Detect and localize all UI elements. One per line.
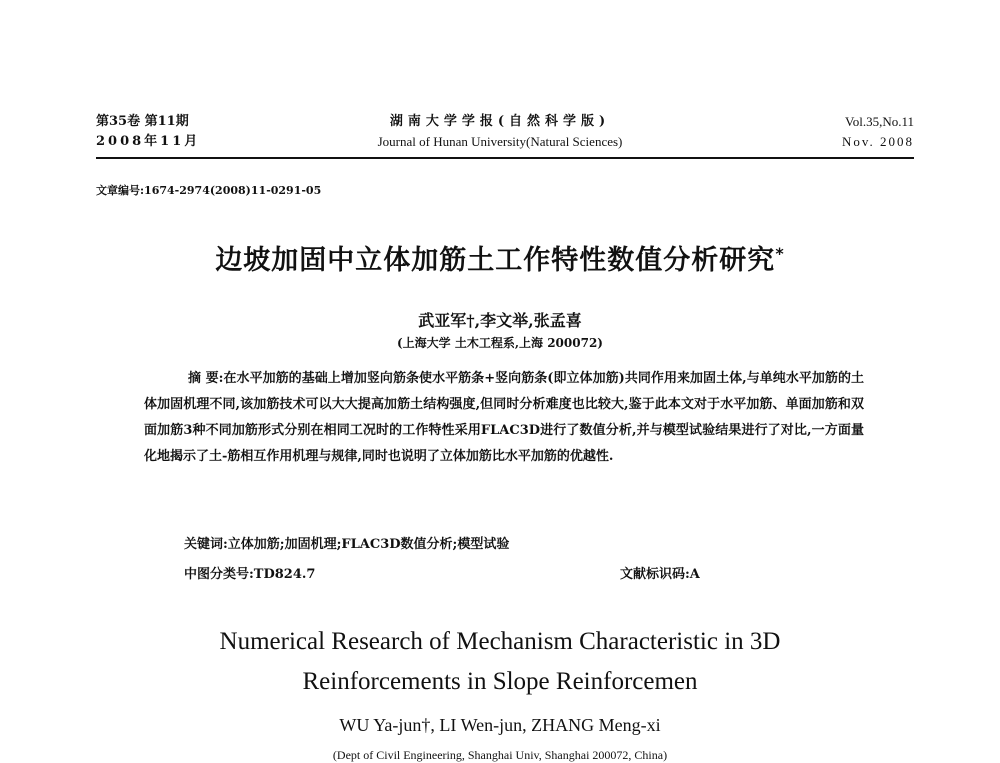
header-rule bbox=[96, 157, 914, 159]
affiliation-en: (Dept of Civil Engineering, Shanghai Univ, Shanghai 200072, China) bbox=[332, 748, 668, 762]
volume-issue-en: Vol.35,No.11 bbox=[845, 114, 914, 129]
date-cn: 2008年11月 bbox=[96, 134, 201, 149]
clc-number: 中图分类号:TD824.7 bbox=[184, 567, 316, 582]
affiliation-cn: (上海大学 土木工程系,上海 200072) bbox=[397, 336, 603, 350]
date-en: Nov. 2008 bbox=[841, 134, 914, 149]
journal-name-en: Journal of Hunan University(Natural Sciences) bbox=[377, 134, 623, 149]
header-right bbox=[842, 112, 914, 152]
title-cn-text: 边坡加固中立体加筋土工作特性数值分析研究 bbox=[215, 245, 776, 276]
title-en bbox=[0, 622, 1000, 702]
title-footnote-mark: * bbox=[775, 244, 785, 263]
journal-name-cn: 湖南大学学报(自然科学版) bbox=[389, 114, 611, 129]
authors-en: WU Ya-jun†, LI Wen-jun, ZHANG Meng-xi bbox=[339, 715, 661, 735]
keywords-cn: 关键词:立体加筋;加固机理;FLAC3D数值分析;模型试验 bbox=[184, 537, 510, 552]
authors-cn: 武亚军†,李文举,张孟喜 bbox=[418, 311, 582, 330]
abstract-cn bbox=[144, 366, 864, 470]
abstract-cn-text: 摘 要:在水平加筋的基础上增加竖向筋条使水平筋条+竖向筋条(即立体加筋)共同作用来加固土体,与单纯水平加筋的土体加固机理不同,该加筋技术可以大大提高加筋土结构强度,但同时分析难度也比较大,鉴于此本文对于水平加筋、单面加筋和双面加筋3种不同加筋形式分别在相同工况时的工作特性采用FLAC3D进行了数值分析,并与模型试验结果进行了对比,一方面量化地揭示了土-筋相互作用机理与规律,同时也说明了立体加筋比水平加筋的优越性. bbox=[144, 371, 864, 464]
title-en-line-1: Numerical Research of Mechanism Characteristic in 3D bbox=[219, 628, 781, 655]
title-cn bbox=[0, 238, 1000, 277]
volume-issue-cn: 第35卷 第11期 bbox=[96, 114, 189, 129]
title-en-line-2: Reinforcements in Slope Reinforcemen bbox=[302, 668, 698, 695]
header-left bbox=[96, 112, 200, 152]
article-number: 文章编号:1674-2974(2008)11-0291-05 bbox=[96, 184, 322, 197]
document-code: 文献标识码:A bbox=[620, 567, 700, 582]
header-center bbox=[300, 112, 700, 152]
